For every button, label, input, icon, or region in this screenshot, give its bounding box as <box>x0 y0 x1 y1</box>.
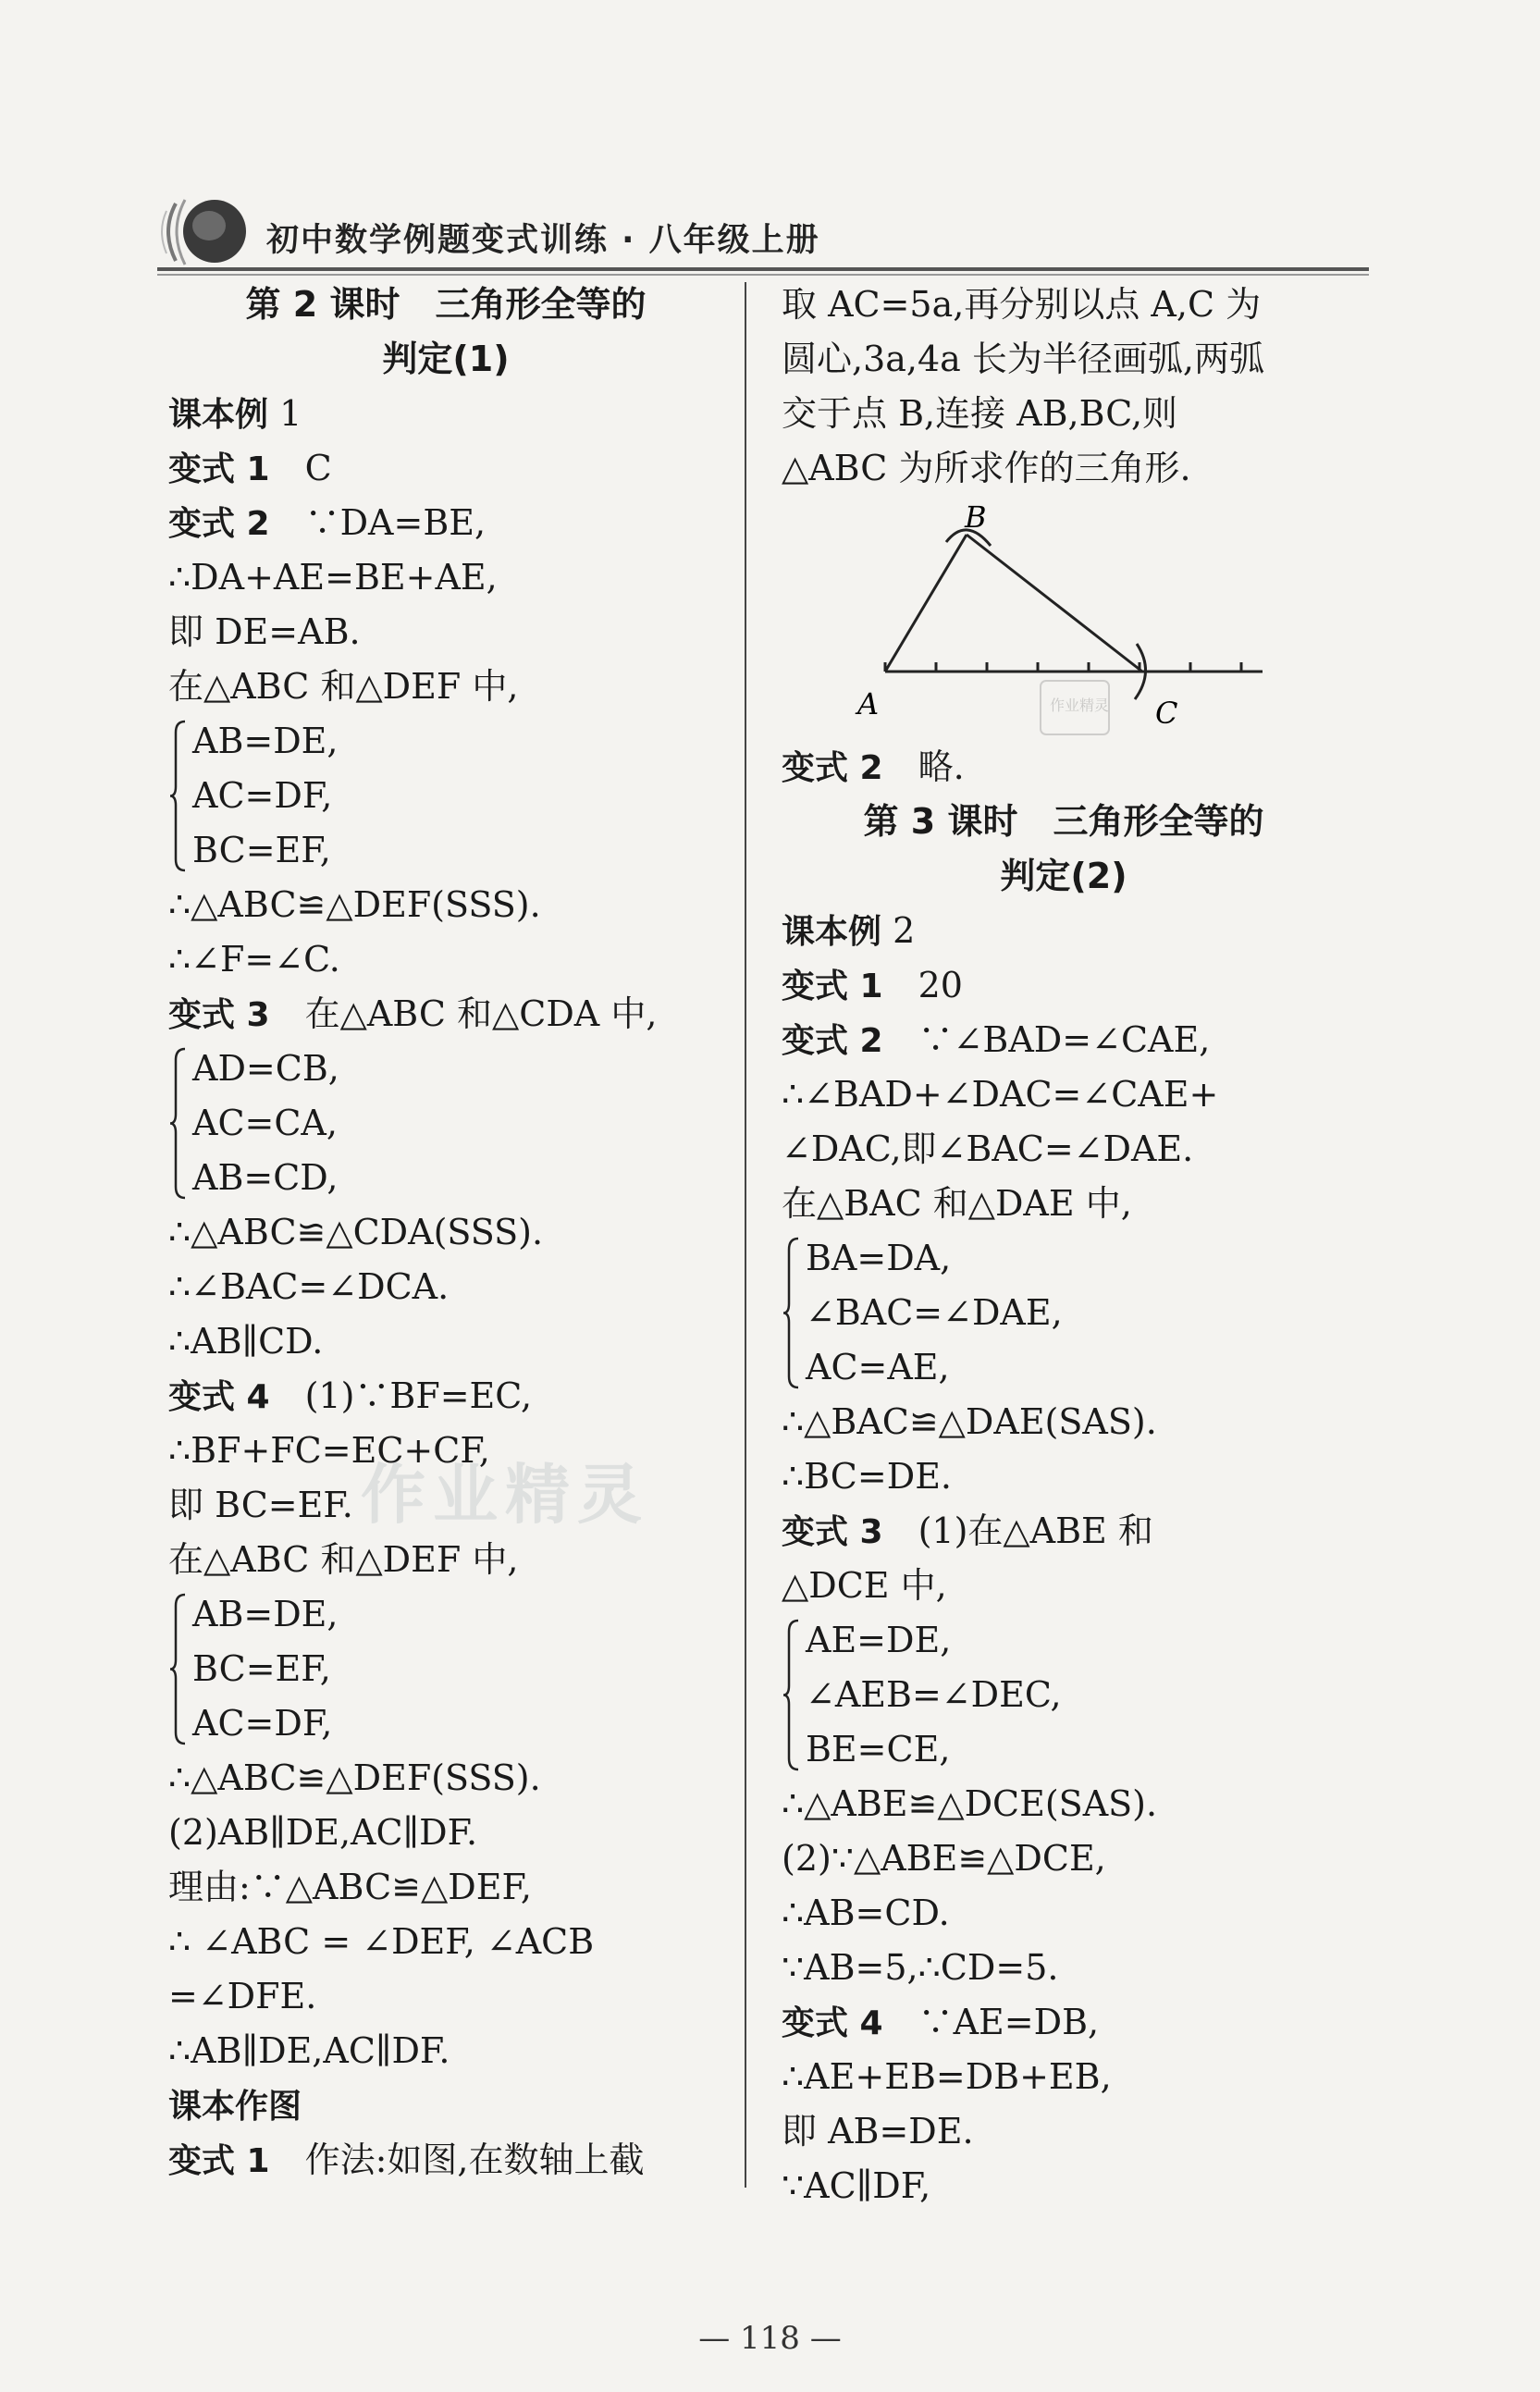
line-text: ∴AE+EB=DB+EB, <box>782 2056 1112 2097</box>
line-text: ∴AB=CD. <box>782 1893 950 1933</box>
right-block-3 <box>782 1395 1346 1613</box>
text-line: BE=CE, <box>806 1729 951 1769</box>
line-text: ∴△ABC≌△DEF(SSS). <box>168 884 541 925</box>
text-line <box>782 1067 1346 1122</box>
line-text: 1 <box>268 393 302 434</box>
text-line: BC=EF, <box>192 1648 331 1689</box>
text-line: BA=DA, <box>806 1238 952 1278</box>
exercise-label: 变式 2 <box>782 1022 883 1060</box>
line-text: (1)在△ABE 和 <box>882 1510 1153 1551</box>
text-line <box>168 2024 723 2078</box>
line-text: 20 <box>882 965 963 1005</box>
text-line <box>168 387 723 441</box>
text-line <box>168 1314 723 1369</box>
text-line <box>782 2050 1346 2104</box>
equation-system <box>782 1231 1346 1395</box>
text-line <box>168 1369 723 1424</box>
line-text: ∵DA=BE, <box>269 502 487 543</box>
exercise-label: 课本例 <box>168 396 269 434</box>
left-block-1 <box>168 387 723 714</box>
section-title: 第 2 课时 三角形全等的 <box>245 284 647 325</box>
book-logo-icon <box>157 194 268 268</box>
text-line <box>168 2078 723 2133</box>
text-line <box>168 496 723 550</box>
line-text: 2 <box>881 910 916 951</box>
line-text: (2)AB∥DE,AC∥DF. <box>168 1812 478 1853</box>
line-text: △DCE 中, <box>782 1565 947 1606</box>
triangle-construction-figure <box>782 496 1346 740</box>
exercise-label: 变式 3 <box>168 996 270 1034</box>
text-line <box>782 958 1346 1013</box>
page-header <box>157 194 1369 268</box>
text-line <box>168 987 723 1042</box>
line-text: ∴△ABC≌△DEF(SSS). <box>168 1757 541 1798</box>
exercise-label: 变式 2 <box>168 505 270 543</box>
text-line <box>168 660 723 714</box>
text-line: BC=EF, <box>192 830 331 870</box>
stamp-text: 作业精灵 <box>1050 697 1110 714</box>
exercise-label: 变式 4 <box>782 2004 883 2042</box>
triangle-diagram <box>782 496 1337 740</box>
line-text: ∴BC=DE. <box>782 1456 953 1497</box>
line-text: ∴AB∥CD. <box>168 1321 324 1362</box>
header-rule <box>157 267 1369 271</box>
watermark: 作业精灵 <box>361 1457 649 1533</box>
text-line <box>168 1806 723 1860</box>
text-line <box>782 2159 1346 2213</box>
equation-system <box>168 1042 723 1205</box>
line-text: 在△ABC 和△CDA 中, <box>269 993 658 1034</box>
text-line <box>782 1941 1346 1995</box>
right-block-4 <box>782 1777 1346 2213</box>
text-line: 圆心,3a,4a 长为半径画弧,两弧 <box>782 339 1264 379</box>
equation-system <box>782 1613 1346 1777</box>
right-block-1 <box>782 740 1346 795</box>
line-text: 作法:如图,在数轴上截 <box>269 2139 645 2180</box>
text-line <box>782 1177 1346 1231</box>
text-line: ∠AEB=∠DEC, <box>806 1674 1062 1715</box>
line-text: 在△BAC 和△DAE 中, <box>782 1183 1132 1224</box>
line-text: ∴∠BAD+∠DAC=∠CAE+ <box>782 1074 1219 1115</box>
stamp-watermark <box>1041 681 1109 734</box>
section-title-cont: 判定(2) <box>1000 856 1127 896</box>
line-text: ∴△ABC≌△CDA(SSS). <box>168 1212 544 1252</box>
text-line <box>782 1395 1346 1449</box>
text-line <box>168 550 723 605</box>
text-line: AC=DF, <box>192 1703 333 1744</box>
text-line: AB=DE, <box>192 1594 339 1634</box>
label-a: A <box>857 686 880 721</box>
text-line <box>168 605 723 660</box>
text-line <box>782 1777 1346 1831</box>
text-line <box>168 1915 723 1969</box>
book-title: 初中数学例题变式训练 · 八年级上册 <box>266 222 820 259</box>
text-line: AC=DF, <box>192 775 333 816</box>
line-text: ∴DA+AE=BE+AE, <box>168 557 498 598</box>
page-number: — 118 — <box>698 2320 842 2357</box>
left-brace-icon <box>168 720 189 872</box>
label-c: C <box>1155 696 1178 731</box>
text-line <box>168 1751 723 1806</box>
line-text: 略. <box>882 746 965 787</box>
text-line <box>782 1886 1346 1941</box>
line-text: =∠DFE. <box>168 1976 317 2016</box>
text-line: △ABC 为所求作的三角形. <box>782 448 1191 488</box>
left-brace-icon <box>168 1047 189 1200</box>
text-line: AD=CB, <box>192 1048 339 1089</box>
text-line <box>782 1504 1346 1559</box>
left-block-2 <box>168 878 723 1042</box>
exercise-label: 变式 2 <box>782 749 883 787</box>
right-block-0 <box>782 277 1346 496</box>
equation-system <box>168 714 723 878</box>
line-text: ∴BF+FC=EC+CF, <box>168 1430 490 1471</box>
text-line <box>168 2133 723 2188</box>
left-brace-icon <box>782 1619 802 1771</box>
text-line <box>782 904 1346 958</box>
label-b: B <box>965 499 987 535</box>
text-line: AB=CD, <box>192 1157 339 1198</box>
line-text: ∴△ABE≌△DCE(SAS). <box>782 1783 1158 1824</box>
text-line: AE=DE, <box>806 1620 952 1660</box>
side-bc <box>967 535 1142 672</box>
line-text: ∵AE=DB, <box>882 2002 1100 2042</box>
exercise-label: 变式 3 <box>782 1513 883 1551</box>
line-text: ∵AC∥DF, <box>782 2165 931 2206</box>
text-line <box>782 1831 1346 1886</box>
line-text: ∴△BAC≌△DAE(SAS). <box>782 1401 1157 1442</box>
line-text: (1)∵BF=EC, <box>269 1375 533 1416</box>
line-text: ∠DAC,即∠BAC=∠DAE. <box>782 1128 1194 1169</box>
section-title-cont: 判定(1) <box>382 339 510 379</box>
text-line <box>168 1205 723 1260</box>
line-text: ∴∠F=∠C. <box>168 939 340 980</box>
line-text: ∵AB=5,∴CD=5. <box>782 1947 1059 1988</box>
exercise-label: 变式 1 <box>168 2142 270 2180</box>
side-ab <box>885 535 967 672</box>
line-text: (2)∵△ABE≌△DCE, <box>782 1838 1106 1879</box>
exercise-label: 变式 4 <box>168 1378 270 1416</box>
exercise-label: 课本例 <box>782 913 882 951</box>
text-line <box>168 1260 723 1314</box>
line-text: 即 BC=EF. <box>168 1485 353 1525</box>
text-line <box>782 1122 1346 1177</box>
right-block-2 <box>782 904 1346 1231</box>
left-column <box>168 277 723 2188</box>
text-line <box>168 1533 723 1587</box>
text-line <box>168 1860 723 1915</box>
text-line <box>782 1559 1346 1613</box>
exercise-label: 变式 1 <box>782 968 883 1005</box>
left-brace-icon <box>782 1237 802 1389</box>
text-line <box>168 932 723 987</box>
line-text: C <box>269 448 332 488</box>
line-text: 理由:∵△ABC≌△DEF, <box>168 1867 532 1907</box>
text-line: 交于点 B,连接 AB,BC,则 <box>782 393 1178 434</box>
line-text: 在△ABC 和△DEF 中, <box>168 666 519 707</box>
line-text: 即 AB=DE. <box>782 2111 974 2152</box>
text-line <box>782 740 1346 795</box>
text-line <box>168 878 723 932</box>
line-text: 在△ABC 和△DEF 中, <box>168 1539 519 1580</box>
line-text: ∴∠BAC=∠DCA. <box>168 1266 450 1307</box>
text-line <box>782 1449 1346 1504</box>
equation-system <box>168 1587 723 1751</box>
line-text: ∴AB∥DE,AC∥DF. <box>168 2030 450 2071</box>
text-line <box>782 2104 1346 2159</box>
text-line: 取 AC=5a,再分别以点 A,C 为 <box>782 284 1262 325</box>
right-column <box>782 277 1346 2213</box>
text-line: ∠BAC=∠DAE, <box>806 1292 1063 1333</box>
line-text: ∵∠BAD=∠CAE, <box>882 1019 1211 1060</box>
text-line: AC=CA, <box>192 1103 338 1143</box>
column-divider <box>745 282 746 2188</box>
text-line: AB=DE, <box>192 721 339 761</box>
text-line <box>168 1969 723 2024</box>
line-text: 即 DE=AB. <box>168 611 361 652</box>
exercise-label: 变式 1 <box>168 450 270 488</box>
left-brace-icon <box>168 1593 189 1745</box>
text-line <box>782 1995 1346 2050</box>
section-title: 第 3 课时 三角形全等的 <box>863 801 1264 842</box>
text-line <box>168 441 723 496</box>
text-line: AC=AE, <box>806 1347 950 1387</box>
header-rule-thin <box>157 274 1369 276</box>
exercise-label: 课本作图 <box>168 2088 302 2126</box>
left-block-4 <box>168 1751 723 2188</box>
text-line <box>782 1013 1346 1067</box>
line-text: ∴ ∠ABC = ∠DEF, ∠ACB <box>168 1921 595 1962</box>
